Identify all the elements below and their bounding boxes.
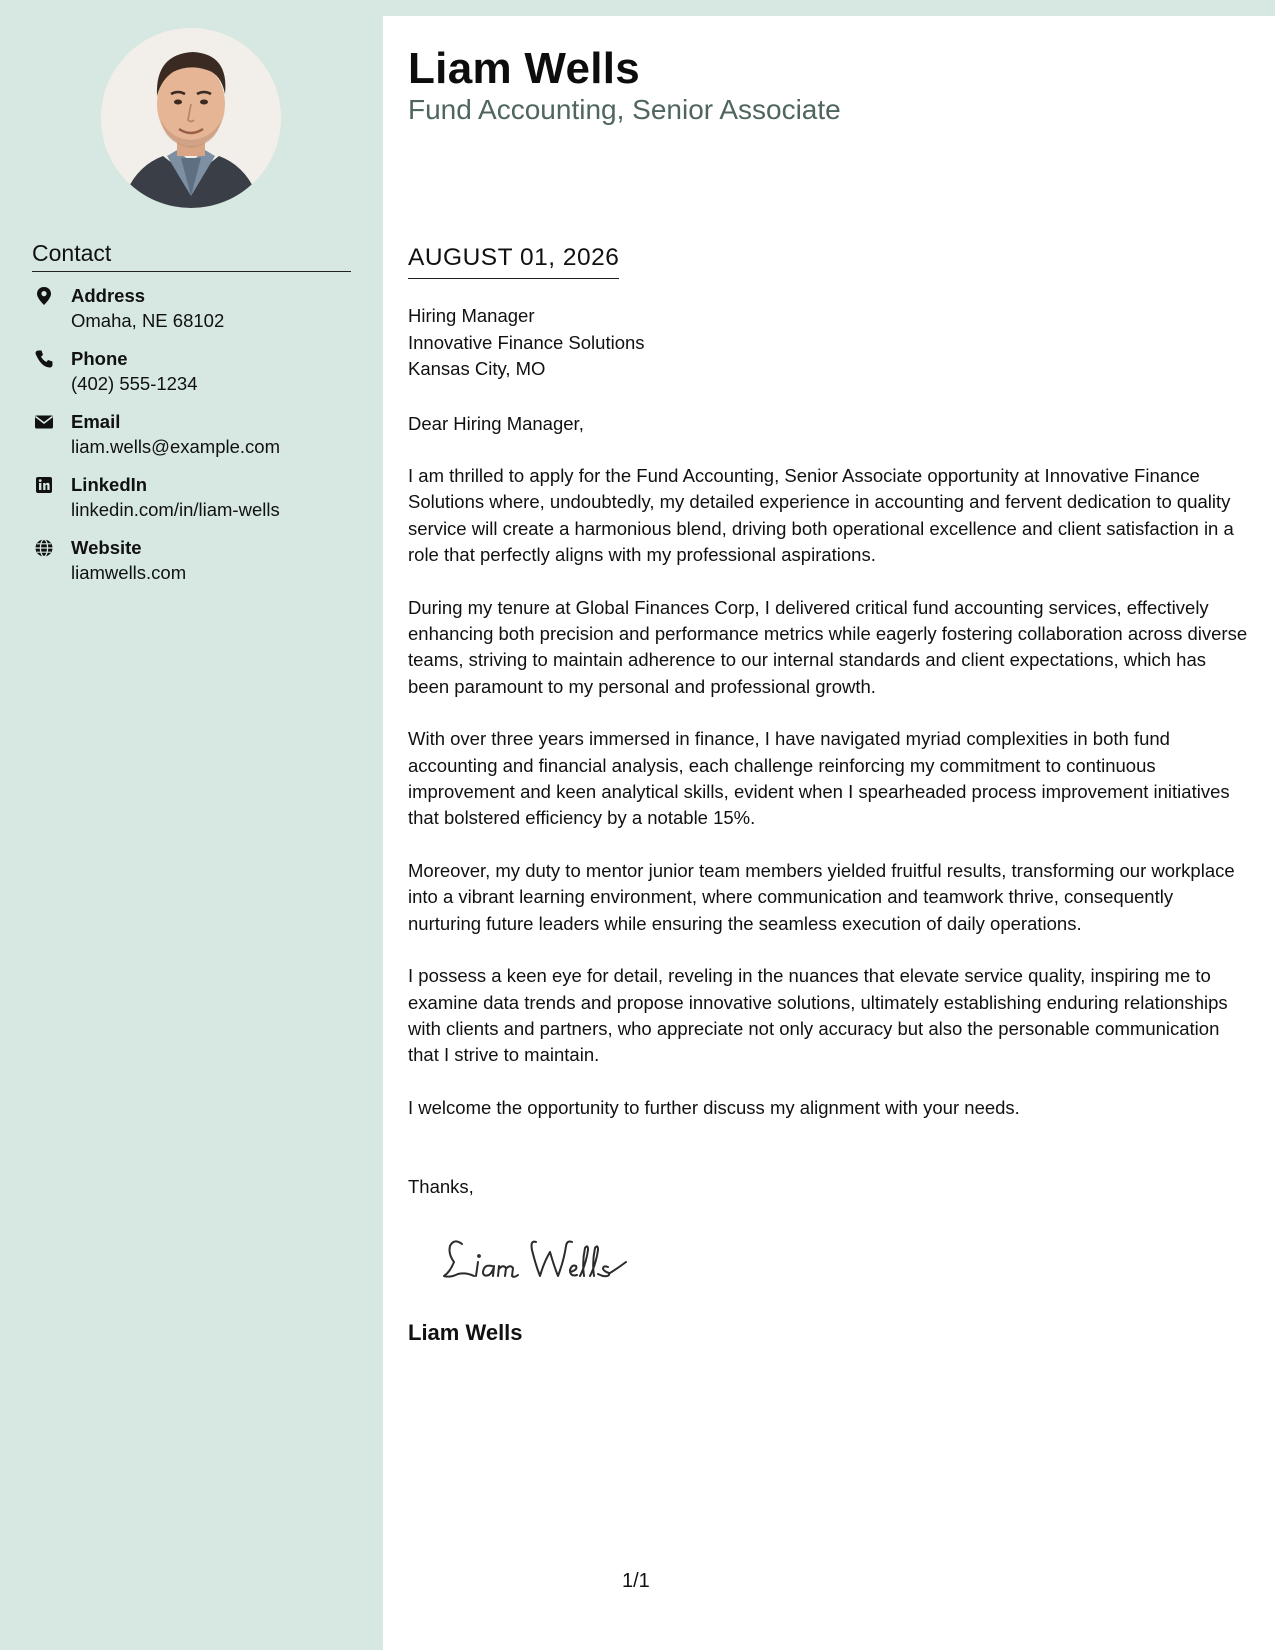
contact-value: (402) 555-1234 [71,373,198,394]
recipient-block [408,303,645,383]
body-paragraph: With over three years immersed in finance, I have navigated myriad complexities in both fund accounting and financial analysis, each challenge reinforcing my commitment to continuous improvement and keen analytical skills, evident when I spearheaded process improvement initiatives that bolstered efficiency by a notable 15%. [408,728,1230,829]
body-paragraph: I welcome the opportunity to further discuss my alignment with your needs. [408,1097,1020,1119]
phone-icon [34,349,54,369]
map-pin-icon [34,286,54,306]
globe-icon [34,538,54,558]
contact-label: Email [71,411,121,432]
letter-body [408,463,1250,1148]
handwritten-signature [440,1232,640,1291]
contact-linkedin [32,473,362,536]
contact-phone [32,347,362,410]
contact-website [32,536,362,599]
body-paragraph: Moreover, my duty to mentor junior team members yielded fruitful results, transforming our workplace into a vibrant learning environment, where communication and teamwork thrive, consequently nurturing future leaders while ensuring the seamless execution of daily operations. [408,860,1235,934]
contact-label: Address [71,285,146,306]
signer-name: Liam Wells [408,1320,523,1345]
envelope-icon [34,412,54,432]
avatar [101,28,281,208]
body-paragraph: During my tenure at Global Finances Corp, I delivered critical fund accounting services, effectively enhancing both precision and performance metrics while eagerly fostering collaboration across diverse teams, striving to maintain adherence to our internal standards and client expectations, which has been paramount to my personal and professional growth. [408,596,1248,697]
contact-label: Website [71,537,142,558]
contact-email [32,410,362,473]
contact-label: Phone [71,348,128,369]
job-title: Fund Accounting, Senior Associate [408,94,841,125]
contact-label: LinkedIn [71,474,148,495]
recipient-line: Kansas City, MO [408,358,546,379]
contact-list [32,284,362,599]
contact-address [32,284,362,347]
recipient-line: Innovative Finance Solutions [408,331,645,353]
contact-heading: Contact [32,240,351,272]
contact-value: liamwells.com [71,562,187,583]
sidebar [0,0,383,1650]
page-number: 1/1 [622,1570,650,1592]
body-paragraph: I possess a keen eye for detail, reveling in the nuances that elevate service quality, inspiring me to examine data trends and propose innovative solutions, ultimately establishing enduring relationships with clients and partners, who appreciate not only accuracy but also the personable communication that I strive to maintain. [408,965,1228,1066]
letter-date: AUGUST 01, 2026 [408,244,619,279]
body-paragraph: I am thrilled to apply for the Fund Accounting, Senior Associate opportunity at Innovative Finance Solutions where, undoubtedly, my detailed experience in accounting and fervent dedication to quality service will create a harmonious blend, driving both operational excellence and client satisfaction in a role that perfectly aligns with my professional aspirations. [408,465,1234,565]
linkedin-icon [34,475,54,495]
applicant-name: Liam Wells [408,44,641,93]
contact-value: linkedin.com/in/liam-wells [71,499,280,520]
contact-value: Omaha, NE 68102 [71,310,225,331]
recipient-line: Hiring Manager [408,305,535,326]
closing: Thanks, [408,1176,474,1197]
contact-value: liam.wells@example.com [71,436,280,457]
salutation: Dear Hiring Manager, [408,413,584,434]
